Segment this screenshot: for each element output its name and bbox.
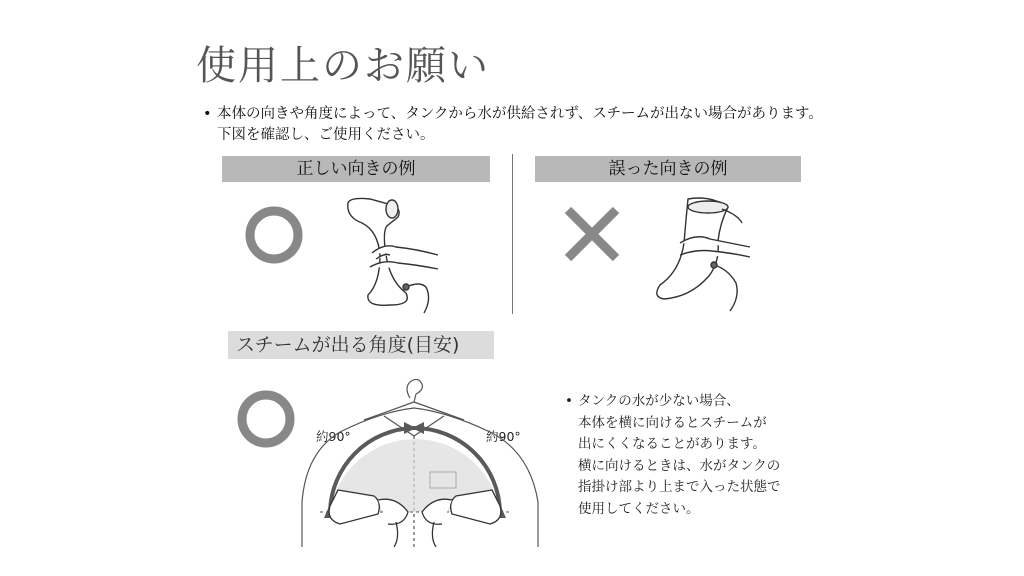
- steam-angle-illustration: [300, 372, 540, 547]
- intro-text: 本体の向きや角度によって、タンクから水が供給されず、スチームが出ない場合があります。下図を確認し、ご使用ください。: [217, 106, 823, 143]
- low-water-note: [566, 391, 846, 520]
- circle-mark-icon: [242, 203, 306, 267]
- left-angle-label: 約90°: [316, 429, 351, 444]
- page-title: 使用上のお願い: [196, 43, 490, 89]
- section-divider: [512, 154, 513, 314]
- bullet: •: [565, 393, 573, 409]
- note-line: 横に向けるときは、水がタンクの: [578, 457, 781, 474]
- note-line: 指掛け部より上まで入った状態で: [578, 479, 781, 495]
- note-line: 使用してください。: [578, 500, 700, 517]
- note-line: タンクの水が少ない場合、: [578, 393, 740, 409]
- steam-angle-heading: スチームが出る角度(目安): [228, 331, 494, 359]
- wrong-orientation-heading: 誤った向きの例: [535, 156, 801, 182]
- steamer-upright-illustration: [340, 195, 450, 315]
- bullet: •: [203, 106, 212, 122]
- intro-note: [205, 104, 825, 146]
- steamer-inverted-illustration: [650, 193, 760, 313]
- right-angle-label: 約90°: [486, 429, 521, 444]
- correct-orientation-heading: 正しい向きの例: [222, 156, 490, 182]
- cross-mark-icon: [560, 202, 624, 266]
- note-line: 出にくくなることがあります。: [578, 436, 766, 452]
- circle-mark-icon: [233, 386, 299, 452]
- note-line: 本体を横に向けるとスチームが: [578, 414, 767, 431]
